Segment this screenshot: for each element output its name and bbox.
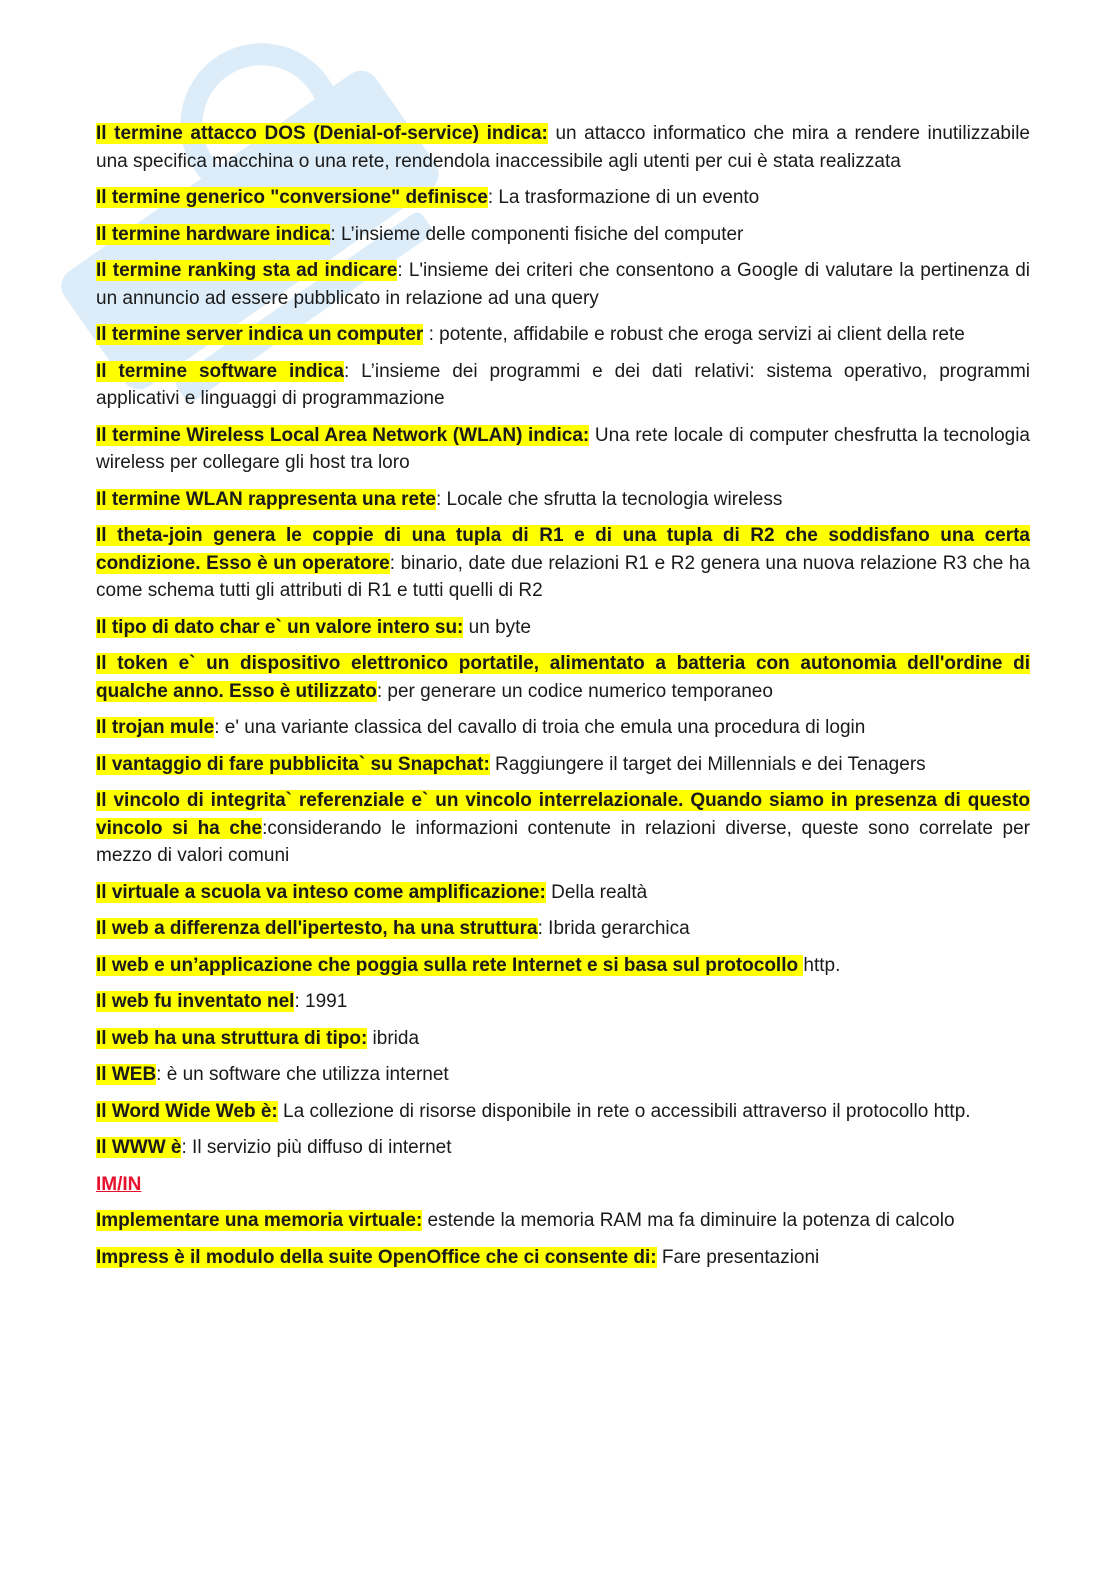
entry-term: Il termine hardware indica (96, 223, 331, 245)
entry-term: Il termine attacco DOS (Denial-of-service) indica: (96, 123, 548, 144)
entry-definition: : La trasformazione di un evento (487, 187, 760, 208)
entry-definition: ibrida (367, 1027, 420, 1049)
entry-server (96, 321, 1030, 349)
entry-memoria-virtuale (96, 1207, 1030, 1235)
entry-term: Il termine server indica un computer (96, 324, 424, 345)
entry-impress (96, 1244, 1030, 1272)
entry-definition: : Il servizio più diffuso di internet (181, 1137, 452, 1158)
entry-definition: Una rete locale di computer chesfrutta la tecnologia wireless per collegare gli host tra loro (96, 424, 1030, 473)
entry-wlan-wireless (96, 422, 1030, 477)
entry-theta-join (96, 522, 1030, 605)
entry-definition: : 1991 (294, 991, 348, 1012)
entry-vincolo (96, 787, 1030, 870)
entry-web-protocollo (96, 952, 1030, 980)
entry-definition: : Locale che sfrutta la tecnologia wireless (435, 488, 783, 510)
section-heading: IM/IN (96, 1173, 142, 1195)
entry-virtuale (96, 879, 1030, 907)
entry-definition: : L’insieme dei programmi e dei dati relativi: sistema operativo, programmi applicativi e linguaggi di programmazione (96, 360, 1030, 409)
entry-definition: La collezione di risorse disponibile in rete o accessibili attraverso il protocollo http. (277, 1100, 971, 1122)
entry-web-software (96, 1061, 1030, 1089)
entry-definition: un byte (463, 616, 531, 638)
entry-definition: :considerando le informazioni contenute in relazioni diverse, queste sono correlate per mezzo di valori comuni (96, 817, 1030, 866)
entry-term: Il termine software indica (96, 360, 344, 382)
entry-www (96, 1134, 1030, 1162)
entry-term: Il termine ranking sta ad indicare (96, 260, 398, 281)
entry-definition: http. (803, 954, 841, 976)
entry-definition: : binario, date due relazioni R1 e R2 genera una nuova relazione R3 che ha come schema tutti gli attributi di R1 e tutti quelli di R2 (96, 552, 1030, 601)
entry-definition: : è un software che utilizza internet (156, 1064, 449, 1085)
entry-definition: : L'insieme dei criteri che consentono a Google di valutare la pertinenza di un annuncio ad essere pubblicato in relazione ad una query (96, 260, 1030, 309)
entry-token (96, 650, 1030, 705)
entry-hardware (96, 221, 1030, 249)
entry-definition: : per generare un codice numerico temporaneo (376, 680, 773, 702)
entry-ranking (96, 257, 1030, 312)
entry-dos (96, 120, 1030, 175)
entry-web-struttura (96, 1025, 1030, 1053)
entry-term: Il virtuale a scuola va inteso come amplificazione: (96, 881, 546, 903)
entry-term: Il web fu inventato nel (96, 991, 295, 1012)
document-body (96, 120, 1030, 1280)
entry-term: Il trojan mule (96, 717, 215, 738)
entry-conversione (96, 184, 1030, 212)
entry-term: Il vincolo di integrita` referenziale e` un vincolo interrelazionale. Quando siamo in presenza di questo vincolo si ha che (96, 790, 1030, 839)
entry-definition: : e' una variante classica del cavallo di troia che emula una procedura di login (214, 717, 866, 738)
entry-term: Impress è il modulo della suite OpenOffice che ci consente di: (96, 1246, 657, 1268)
entry-definition: Raggiungere il target dei Millennials e dei Tenagers (489, 753, 926, 775)
entry-term: Il web ha una struttura di tipo: (96, 1027, 368, 1049)
entry-term: Il WEB (96, 1064, 157, 1085)
entry-term: Il WWW è (96, 1137, 182, 1158)
entry-term: Il token e` un dispositivo elettronico portatile, alimentato a batteria con autonomia dell'ordine di qualche anno. Esso è utilizzato (96, 653, 1030, 702)
entry-term: Il vantaggio di fare pubblicita` su Snapchat: (96, 753, 490, 775)
entry-term: Il web e un’applicazione che poggia sulla rete Internet e si basa sul protocollo (96, 954, 804, 976)
entry-wlan-rete (96, 486, 1030, 514)
entry-definition: : Ibrida gerarchica (537, 918, 690, 939)
entry-term: Implementare una memoria virtuale: (96, 1210, 423, 1231)
entry-definition: : potente, affidabile e robust che eroga servizi ai client della rete (423, 324, 965, 345)
entry-definition: estende la memoria RAM ma fa diminuire la potenza di calcolo (422, 1210, 955, 1231)
entry-term: Il termine WLAN rappresenta una rete (96, 488, 436, 510)
entry-term: Il Word Wide Web è: (96, 1100, 278, 1122)
entry-word-wide-web (96, 1098, 1030, 1126)
entry-definition: Della realtà (545, 881, 648, 903)
entry-term: Il termine generico "conversione" definisce (96, 187, 488, 208)
entry-term: Il tipo di dato char e` un valore intero su: (96, 616, 464, 638)
entry-definition: Fare presentazioni (656, 1246, 820, 1268)
entry-definition: un attacco informatico che mira a rendere inutilizzabile una specifica macchina o una rete, rendendola inaccessibile agli utenti per cui è stata realizzata (96, 123, 1030, 172)
entry-char (96, 614, 1030, 642)
entry-web-ipertesto (96, 915, 1030, 943)
entry-software (96, 358, 1030, 413)
entry-definition: : L’insieme delle componenti fisiche del computer (330, 223, 744, 245)
entry-term: Il termine Wireless Local Area Network (WLAN) indica: (96, 424, 590, 446)
entry-snapchat (96, 751, 1030, 779)
entry-web-inventato (96, 988, 1030, 1016)
entry-term: Il theta-join genera le coppie di una tupla di R1 e di una tupla di R2 che soddisfano una certa condizione. Esso è un operatore (96, 525, 1030, 574)
entry-term: Il web a differenza dell'ipertesto, ha una struttura (96, 918, 538, 939)
entry-trojan-mule (96, 714, 1030, 742)
